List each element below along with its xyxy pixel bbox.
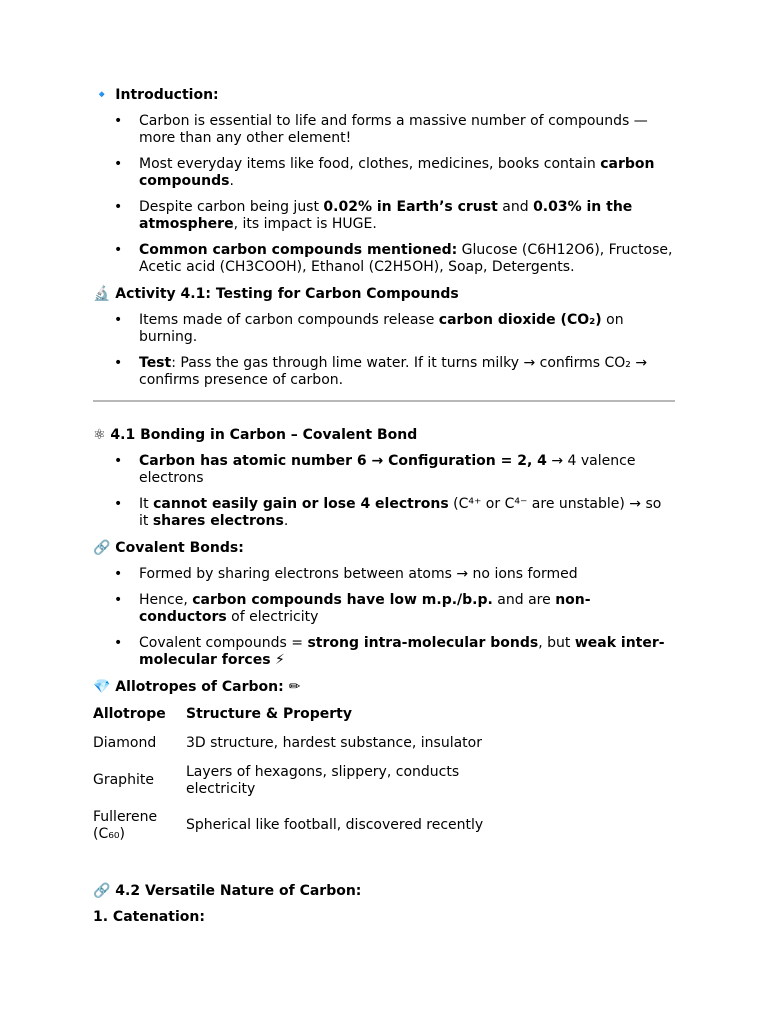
body-text: . — [229, 173, 234, 189]
list-item — [93, 496, 675, 530]
section-divider — [93, 400, 675, 402]
body-text: on burning. — [139, 312, 624, 345]
list-item — [93, 592, 675, 626]
table-row — [93, 729, 513, 758]
body-text: Glucose (C6H12O6), Fructose, Acetic acid (CH3COOH), Ethanol (C2H5OH), Soap, Detergents. — [139, 242, 673, 275]
bold-text: 0.03% in the atmosphere — [139, 199, 633, 232]
table-cell-property: Layers of hexagons, slippery, conducts electricity — [186, 763, 460, 797]
table-cell-allotrope: Graphite — [93, 772, 154, 788]
bonding-list — [93, 453, 675, 530]
bold-text: cannot easily gain or lose 4 electrons — [153, 496, 449, 512]
bold-text: carbon dioxide (CO₂) — [438, 312, 602, 328]
body-text: Most everyday items like food, clothes, medicines, books contain — [139, 156, 601, 172]
list-item — [93, 566, 675, 583]
body-text: It — [139, 496, 154, 512]
table-cell-property: Spherical like football, discovered recently — [186, 817, 484, 833]
activity-list — [93, 312, 675, 389]
list-item — [93, 113, 675, 147]
table-cell-allotrope: Diamond — [93, 735, 157, 751]
body-text: . — [283, 513, 289, 529]
table-row — [93, 803, 513, 848]
list-item — [93, 242, 675, 276]
allotropes-table — [93, 700, 513, 848]
body-text: and are — [492, 592, 556, 608]
table-cell-allotrope: Fullerene (C₆₀) — [93, 808, 158, 842]
list-item — [93, 199, 675, 233]
list-item — [93, 453, 675, 487]
list-item — [93, 156, 675, 190]
document-content — [93, 86, 675, 926]
bold-text: carbon compounds have low m.p./b.p. — [192, 592, 493, 608]
bold-text: non-conductors — [139, 592, 591, 625]
bold-text: Carbon has atomic number 6 → Configuration = 2, 4 — [139, 453, 547, 469]
bold-text: 0.02% in Earth’s crust — [323, 199, 498, 215]
body-text: of electricity — [226, 609, 319, 625]
body-text: , but — [538, 635, 575, 651]
body-text: Items made of carbon compounds release — [139, 312, 439, 328]
body-text: ⁣⁣⚡ — [270, 652, 285, 668]
list-item — [93, 355, 675, 389]
bold-text: weak inter-molecular forces — [139, 635, 665, 668]
table-header-structure: Structure & Property — [186, 706, 352, 722]
body-text: Despite carbon being just — [139, 199, 324, 215]
body-text: , its impact is HUGE. — [233, 216, 377, 232]
list-item — [93, 635, 675, 669]
allotropes-heading: 💎 Allotropes of Carbon: ⁣✏⁣ — [93, 679, 301, 695]
covalent-list — [93, 566, 675, 669]
covalent-heading: 🔗 Covalent Bonds: ⁣⁣⁣ — [93, 540, 249, 556]
catenation-heading: 1. Catenation: ⁣⁣⁣ — [93, 909, 210, 925]
body-text: (C⁴⁺ or C⁴⁻ are unstable) → so it — [139, 496, 662, 529]
body-text: → 4 valence electrons — [139, 453, 636, 486]
list-item — [93, 312, 675, 346]
versatile-heading: 🔗 4.2 Versatile Nature of Carbon: ⁣⁣⁣ — [93, 883, 367, 899]
activity-heading: 🔬 Activity 4.1: Testing for Carbon Compounds ⁣⁣⁣ — [93, 286, 464, 302]
bold-text: Common carbon compounds mentioned: — [139, 242, 458, 258]
table-header-row — [93, 700, 513, 729]
intro-heading: 🔹 Introduction: ⁣⁣⁣ — [93, 87, 224, 103]
table-cell-property: 3D structure, hardest substance, insulator — [186, 735, 482, 751]
bold-text: Test — [139, 355, 172, 371]
body-text: Covalent compounds = — [139, 635, 308, 651]
intro-list — [93, 113, 675, 276]
body-text: : Pass the gas through lime water. If it turns milky → confirms CO₂ → confirms presence of carbon. — [139, 355, 648, 388]
bold-text: carbon compounds — [139, 156, 655, 189]
bonding-heading: ⚛ 4.1 Bonding in Carbon – Covalent Bond ⁣⁣⁣ — [93, 427, 423, 443]
body-text: and — [497, 199, 534, 215]
bold-text: strong intra-molecular bonds — [307, 635, 539, 651]
body-text: Carbon is essential to life and forms a massive number of compounds — more than any other element! — [139, 113, 648, 146]
table-header-allotrope: Allotrope — [93, 706, 166, 722]
body-text: Hence, — [139, 592, 193, 608]
table-row — [93, 758, 513, 803]
body-text: Formed by sharing electrons between atoms → no ions formed — [139, 566, 578, 582]
bold-text: shares electrons — [152, 513, 284, 529]
